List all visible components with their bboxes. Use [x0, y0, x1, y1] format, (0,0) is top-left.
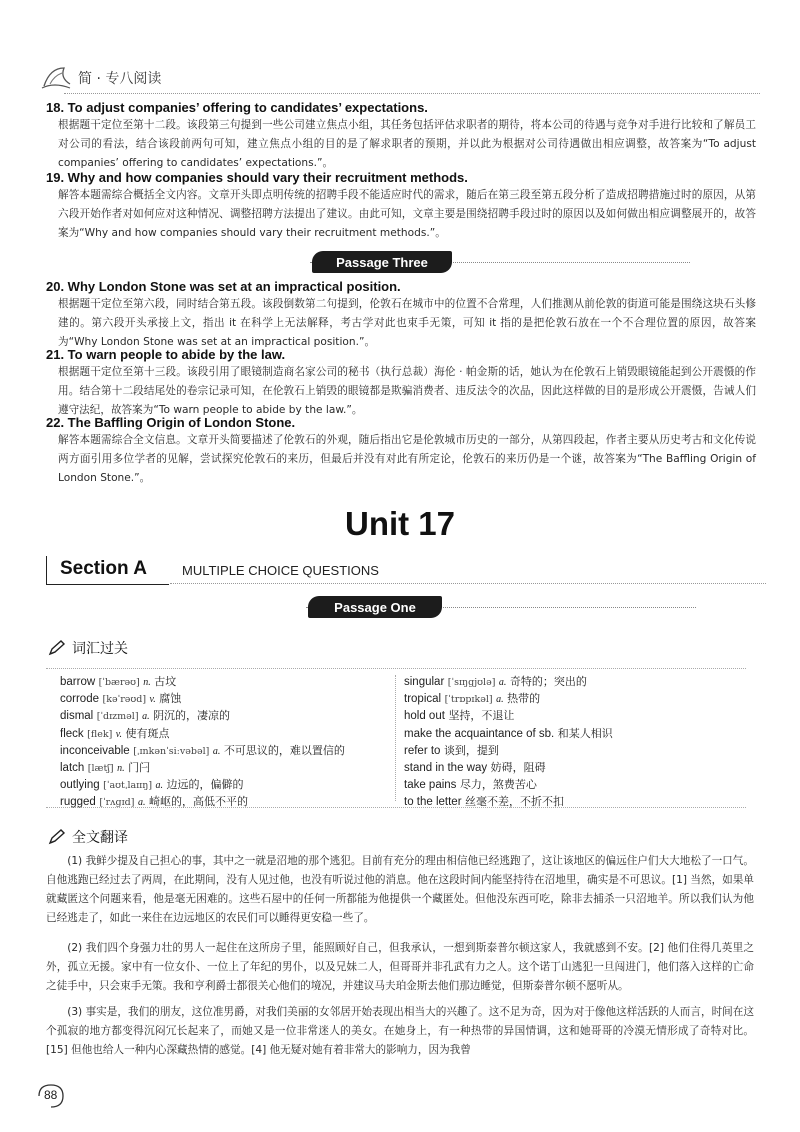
- vocab-meaning: 尽力，煞费苦心: [459, 778, 537, 792]
- vocab-word: latch: [60, 761, 85, 774]
- vocab-entry: [60, 673, 345, 690]
- pencil-icon: [48, 640, 66, 656]
- vocab-word: inconceivable: [60, 744, 130, 757]
- vocab-phonetic: [kəˈrəʊd]: [102, 694, 147, 706]
- answer-title: 22. The Baffling Origin of London Stone.: [46, 415, 296, 430]
- vocab-meaning: 崎岖的，高低不平的: [148, 795, 248, 809]
- vocab-meaning: 丝毫不差，不折不扣: [465, 795, 565, 809]
- vocab-word: barrow: [60, 676, 96, 688]
- translation-paragraph: (1) 我鲜少提及自己担心的事，其中之一就是沼地的那个逃犯。目前有充分的理由相信他已经逃跑了，这让该地区的偏远住户们大大地松了一口气。自他逃跑已经过去了两周，在此期间，没有人见过他，也没有听说过他的消息。他在这段时间内能坚持待在沼地里，确实是不可思议。[1] 当然，如果单就藏匿这个问题来看，他是毫无困难的。这些石屋中的任何一所都能为他提供一个藏匿处。但他没东西可吃，除非去捕杀一只沼地羊。所以我们认为他已经逃走了，如此一来住在边远地区的农民们可以睡得更安稳一些了。: [46, 855, 754, 924]
- vocab-part-of-speech: a.: [155, 780, 164, 792]
- vocab-entry: [60, 725, 345, 742]
- vocab-meaning: 谈到，提到: [443, 743, 499, 757]
- vocab-phonetic: [ˈsɪŋgjʊlə]: [447, 677, 496, 688]
- vocab-entry: [404, 725, 613, 742]
- vocab-meaning: 妨碍，阻碍: [490, 760, 546, 774]
- answer-item-19: [46, 170, 756, 243]
- vocab-part-of-speech: a.: [142, 711, 150, 723]
- passage-three-banner: [312, 251, 452, 273]
- page-header: [40, 62, 760, 98]
- section-divider: [170, 583, 766, 584]
- section-header: [46, 556, 766, 586]
- vocab-part-of-speech: n.: [143, 677, 151, 688]
- vocab-part-of-speech: a.: [137, 797, 146, 809]
- answer-item-20: [46, 279, 756, 352]
- pencil-icon: [48, 829, 66, 845]
- vocab-word: singular: [404, 676, 445, 688]
- answer-item-21: [46, 347, 756, 420]
- vocab-entry: [60, 742, 345, 759]
- page-number: [36, 1082, 66, 1110]
- vocab-entry: [60, 759, 345, 776]
- translation-paragraph: (3) 事实是，我们的朋友，这位准男爵，对我们美丽的女邻居开始表现出相当大的兴趣了。这不足为奇，因为对于像他这样活跃的人而言，时间在这个孤寂的地方都变得沉闷冗长起来了，而她又是一位非常迷人的美女。在她身上，有一种热带的异国情调，这和她哥哥的冷漠无情形成了奇特对比。[15] 但他也给人一种内心深藏热情的感觉。[4] 他无疑对她有着非常大的影响力，因为我曾: [46, 1006, 754, 1056]
- vocab-meaning: 阴沉的，凄凉的: [153, 709, 231, 723]
- vocab-column-divider: [395, 675, 396, 801]
- vocab-part-of-speech: v.: [149, 694, 156, 706]
- vocab-entry: [404, 673, 613, 690]
- vocab-heading-text: 词汇过关: [72, 641, 128, 657]
- section-label: Section A: [60, 558, 147, 579]
- vocab-entry: [404, 707, 613, 724]
- vocab-part-of-speech: n.: [117, 762, 125, 774]
- vocab-phonetic: [lætʃ]: [87, 762, 114, 774]
- vocab-word: tropical: [404, 693, 442, 706]
- unit-title: Unit 17: [344, 505, 456, 542]
- vocab-part-of-speech: v.: [115, 728, 122, 740]
- vocab-meaning: 和某人相识: [557, 726, 613, 740]
- vocab-word: make the acquaintance of sb.: [404, 727, 555, 740]
- vocab-word: dismal: [60, 710, 94, 723]
- vocab-word: rugged: [60, 796, 96, 809]
- vocab-box: [46, 668, 746, 808]
- vocab-entry: [60, 690, 345, 707]
- vocab-column-left: [60, 673, 345, 811]
- vocab-meaning: 奇特的；突出的: [509, 675, 587, 688]
- answer-title: 21. To warn people to abide by the law.: [46, 347, 286, 362]
- vocab-phonetic: [ˈbærəʊ]: [98, 677, 140, 688]
- answer-body: 解答本题需综合全文信息。文章开头简要描述了伦敦石的外观，随后指出它是伦敦城市历史的一部分，从第四段起，作者主要从历史考古和文化传说两方面引用多位学者的见解，尝试探究伦敦石的来历，但最后并没有对此有所定论，伦敦石的来历仍是一个谜，故答案为“The Baffling Origin of London Stone.”。: [58, 434, 756, 484]
- vocab-column-right: [404, 673, 613, 811]
- vocab-phonetic: [ˌɪnkənˈsiːvəbəl]: [133, 745, 210, 757]
- answer-body: 根据题干定位至第六段，同时结合第五段。该段倒数第二句提到，伦敦石在城市中的位置不合常理，人们推测从前伦敦的街道可能是围绕这块石头修建的。第六段开头承接上文，指出 it 在科学上无法解释，考古学对此也束手无策，可知 it 指的是把伦敦石放在一个不合理位置的原因，故答案为“Why London Stone was set at an impractical position.”。: [58, 298, 756, 348]
- answer-title: 18. To adjust companies’ offering to candidates’ expectations.: [46, 100, 428, 115]
- vocab-phonetic: [ˈdɪzməl]: [96, 711, 139, 723]
- vocab-entry: [60, 793, 345, 810]
- header-divider: [64, 93, 760, 94]
- header-title: 简 · 专八阅读: [78, 71, 162, 87]
- vocab-part-of-speech: a.: [496, 694, 504, 706]
- translation-heading: [48, 827, 128, 847]
- vocab-entry: [60, 776, 345, 793]
- answer-item-22: [46, 415, 756, 488]
- vocab-heading: [48, 638, 128, 658]
- vocab-meaning: 使有斑点: [125, 726, 170, 740]
- vocab-word: take pains: [404, 779, 457, 792]
- vocab-phonetic: [flek]: [87, 728, 113, 740]
- vocab-word: to the letter: [404, 796, 462, 809]
- vocab-word: corrode: [60, 693, 99, 706]
- vocab-word: stand in the way: [404, 761, 488, 774]
- passage-one-banner: [308, 596, 442, 618]
- translation-paragraph: (2) 我们四个身强力壮的男人一起住在这所房子里，能照顾好自己，但我承认，一想到斯泰普尔顿这家人，我就感到不安。[2] 他们住得几英里之外，孤立无援。家中有一位女仆、一位上了年纪的男仆，以及兄妹二人，但哥哥并非孔武有力之人。这个诺丁山逃犯一旦闯进门，他们落入这样的亡命之徒手中，只会束手无策。我和亨利爵士都很关心他们的境况，并建议马夫珀金斯去他们那边睡觉，但斯泰普尔顿不愿听从。: [46, 942, 754, 992]
- vocab-entry: [404, 690, 613, 707]
- vocab-meaning: 热带的: [507, 692, 541, 706]
- answer-title: 19. Why and how companies should vary their recruitment methods.: [46, 170, 468, 185]
- vocab-part-of-speech: a.: [498, 677, 507, 688]
- vocab-entry: [404, 776, 613, 793]
- page-number-text: 88: [44, 1088, 58, 1102]
- vocab-word: hold out: [404, 710, 445, 723]
- vocab-meaning: 不可思议的，难以置信的: [223, 743, 345, 757]
- answer-title: 20. Why London Stone was set at an impractical position.: [46, 279, 401, 294]
- book-leaf-icon: [40, 64, 74, 92]
- answer-body: 根据题干定位至第十三段。该段引用了眼镜制造商名家公司的秘书（执行总裁）海伦 · 帕金斯的话，她认为在伦敦石上销毁眼镜能起到公开震慑的作用。结合第十二段结尾处的卷宗记录可知，在伦敦石上销毁的眼镜都是欺骗消费者、违反法令的次品，因此这样做的目的是形成公开震慑，告诫人们遵守法纪，故答案为“To warn people to abide by the law.”。: [58, 366, 756, 416]
- answer-item-18: [46, 100, 756, 173]
- vocab-meaning: 古坟: [154, 675, 177, 688]
- vocab-entry: [60, 707, 345, 724]
- vocab-entry: [404, 759, 613, 776]
- translation-heading-text: 全文翻译: [72, 830, 128, 846]
- vocab-entry: [404, 793, 613, 810]
- vocab-phonetic: [ˈaʊtˌlaɪɪŋ]: [103, 780, 153, 792]
- vocab-meaning: 坚持，不退让: [448, 709, 515, 723]
- vocab-phonetic: [ˈtrɒpɪkəl]: [444, 694, 493, 706]
- vocab-word: outlying: [60, 779, 100, 792]
- answer-body: 根据题干定位至第十二段。该段第三句提到一些公司建立焦点小组，其任务包括评估求职者的期待，将本公司的待遇与竞争对手进行比较和了解员工对公司的看法，结合该段前两句可知，建立焦点小组的目的是了解求职者的预期，并以此为根据对公司待遇做出相应调整，故答案为“To adjust companies’ offering to candidates’ expectations.”。: [58, 119, 756, 169]
- vocab-word: refer to: [404, 744, 441, 757]
- vocab-phonetic: [ˈrʌgɪd]: [99, 797, 135, 809]
- vocab-entry: [404, 742, 613, 759]
- passage-one-label: Passage One: [334, 599, 416, 615]
- vocab-meaning: 腐蚀: [159, 692, 182, 706]
- vocab-meaning: 边远的，偏僻的: [166, 778, 244, 792]
- vocab-part-of-speech: a.: [212, 745, 221, 757]
- vocab-word: fleck: [60, 727, 84, 740]
- vocab-meaning: 门闩: [128, 760, 151, 774]
- section-subtitle: MULTIPLE CHOICE QUESTIONS: [182, 563, 379, 578]
- answer-body: 解答本题需综合概括全文内容。文章开头即点明传统的招聘手段不能适应时代的需求，随后在第三段至第五段分析了造成招聘措施过时的原因，从第六段开始作者对如何应对这种情况、调整招聘方法提出了建议。由此可知，文章主要是围绕招聘手段过时的原因以及如何做出相应调整展开的，故答案为“Why and how companies should vary their recruitment methods.”。: [58, 189, 756, 239]
- passage-three-label: Passage Three: [336, 254, 428, 270]
